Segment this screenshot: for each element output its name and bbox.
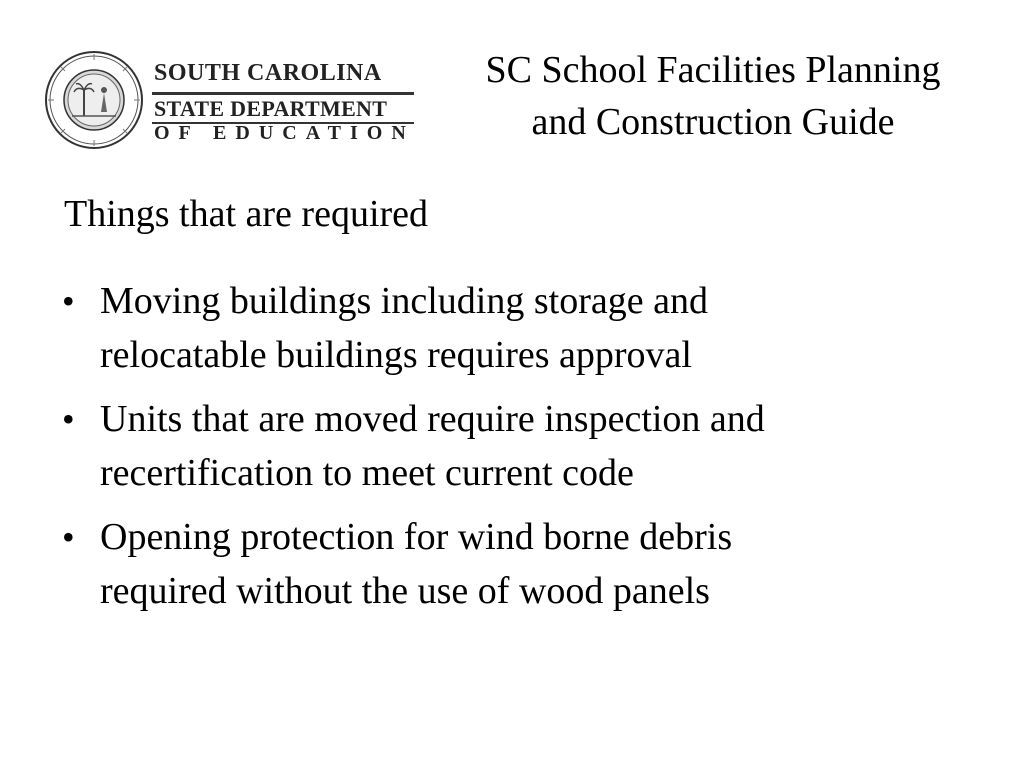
bullet-text-line: recertification to meet current code [100,452,634,494]
bullet-text-line: Moving buildings including storage and [100,280,708,322]
bullet-text-line: relocatable buildings requires approval [100,334,692,376]
bullet-item [60,510,960,618]
bullet-text-line: Opening protection for wind borne debris [100,516,733,558]
logo-divider [152,92,414,95]
slide-title [428,44,998,148]
bullet-symbol: • [62,281,75,321]
bullet-item [60,274,960,382]
state-seal-icon [44,50,144,150]
section-heading: Things that are required [64,193,429,235]
department-logo [44,50,420,150]
logo-line-south-carolina: SOUTH CAROLINA [154,60,382,86]
bullet-symbol: • [62,399,75,439]
slide-title-line-2: and Construction Guide [531,101,895,143]
bullet-text-line: Units that are moved require inspection and [100,398,765,440]
bullet-list [60,274,960,628]
logo-line-state-department: STATE DEPARTMENT [154,96,388,121]
bullet-item [60,392,960,500]
bullet-symbol: • [62,517,75,557]
logo-wordmark [150,60,418,146]
bullet-text-line: required without the use of wood panels [100,570,710,612]
logo-line-of-education: OF EDUCATION [154,122,415,144]
slide-title-line-1: SC School Facilities Planning [485,49,941,91]
